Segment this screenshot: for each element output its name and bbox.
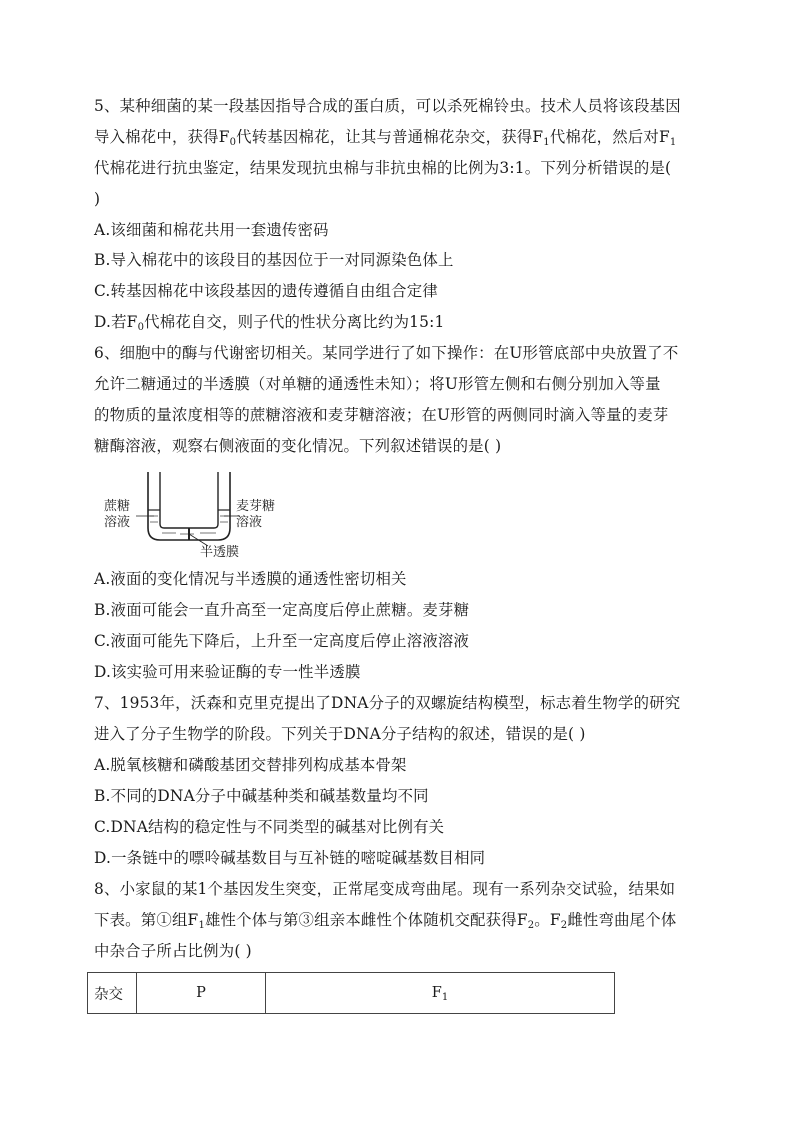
q8-stem-line-2: 下表。第①组$F_1$雄性个体与第③组亲本雌性个体随机交配获得$F_2$。$F_2$雌性弯曲尾个体 [94,911,677,931]
q6-stem-line-1: 6、细胞中的酶与代谢密切相关。某同学进行了如下操作：在U形管底部中央放置了不 [94,344,679,362]
q5-stem-line-2: 导入棉花中，获得$F_0$代转基因棉花，让其与普通棉花杂交，获得$F_1$代棉花，然后对$F_1$ [94,128,677,148]
q6-stem-line-2: 允许二糖通过的半透膜（对单糖的通透性未知）；将U形管左侧和右侧分别加入等量 [94,375,661,393]
q5-option-c: C.转基因棉花中该段基因的遗传遵循自由组合定律 [94,282,438,300]
q5-stem-line-3: 代棉花进行抗虫鉴定，结果发现抗虫棉与非抗虫棉的比例为3:1。下列分析错误的是( [94,159,672,177]
u-tube-diagram [100,470,300,560]
q5-stem-line-1: 5、某种细菌的某一段基因指导合成的蛋白质，可以杀死棉铃虫。技术人员将该段基因 [94,97,681,115]
table-header-cross: 杂交 [88,973,137,1014]
q7-option-c: C.DNA结构的稳定性与不同类型的碱基对比例有关 [94,818,445,836]
q5-option-a: A.该细菌和棉花共用一套遗传密码 [94,221,329,239]
table-header-row [88,973,615,1014]
q5-option-d: D.若$F_0$代棉花自交，则子代的性状分离比约为15:1 [94,313,445,333]
q8-stem-line-3: 中杂合子所占比例为( ) [94,942,252,960]
q6-stem-line-4: 糖酶溶液，观察右侧液面的变化情况。下列叙述错误的是( ) [94,437,502,455]
label-sucrose-2: 溶液 [104,515,131,530]
cross-results-table [87,972,615,1014]
label-membrane: 半透膜 [200,545,240,560]
q7-stem-line-1: 7、1953年，沃森和克里克提出了DNA分子的双螺旋结构模型，标志着生物学的研究 [94,694,681,712]
label-maltose-2: 溶液 [236,515,263,530]
table-header-f1: $F_1$ [266,973,615,1014]
q5-option-b: B.导入棉花中的该段目的基因位于一对同源染色体上 [94,251,454,269]
label-maltose-1: 麦芽糖 [236,499,276,514]
q6-option-b: B.液面可能会一直升高至一定高度后停止蔗糖。麦芽糖 [94,601,470,619]
q5-stem-line-4: ) [94,190,101,208]
q6-option-a: A.液面的变化情况与半透膜的通透性密切相关 [94,570,407,588]
q7-stem-line-2: 进入了分子生物学的阶段。下列关于DNA分子结构的叙述，错误的是( ) [94,725,586,743]
q7-option-b: B.不同的DNA分子中碱基种类和碱基数量均不同 [94,787,429,805]
q6-option-c: C.液面可能先下降后，上升至一定高度后停止溶液溶液 [94,632,470,650]
q8-stem-line-1: 8、小家鼠的某1个基因发生突变，正常尾变成弯曲尾。现有一系列杂交试验，结果如 [94,880,676,898]
q6-option-d: D.该实验可用来验证酶的专一性半透膜 [94,663,361,681]
q7-option-a: A.脱氧核糖和磷酸基团交替排列构成基本骨架 [94,756,407,774]
table-header-p: P [137,973,266,1014]
q7-option-d: D.一条链中的嘌呤碱基数目与互补链的嘧啶碱基数目相同 [94,849,486,867]
q6-stem-line-3: 的物质的量浓度相等的蔗糖溶液和麦芽糖溶液；在U形管的两侧同时滴入等量的麦芽 [94,406,669,424]
u-tube-inner-wall [160,472,218,528]
label-sucrose-1: 蔗糖 [104,499,131,514]
